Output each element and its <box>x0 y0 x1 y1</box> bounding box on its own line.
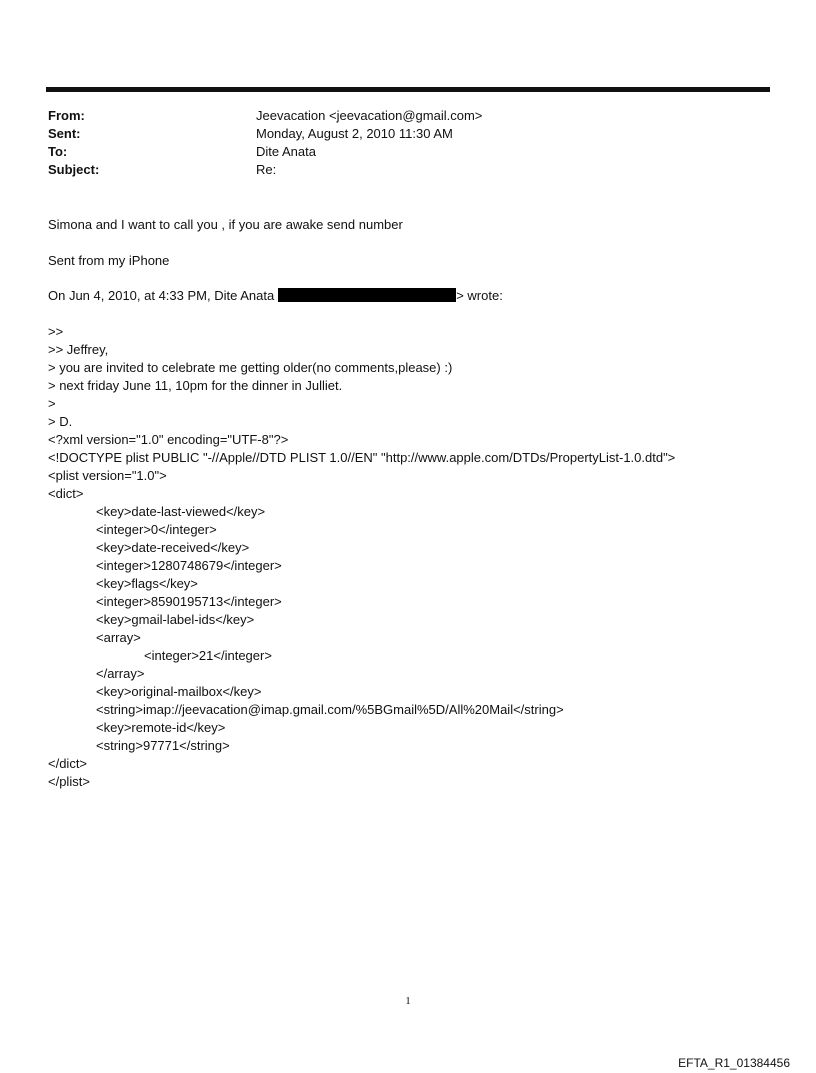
subject-row <box>48 161 482 179</box>
email-header <box>48 107 482 179</box>
header-rule <box>46 87 770 92</box>
quote-intro-after: > wrote: <box>456 288 503 303</box>
plist-line: <string>imap://jeevacation@imap.gmail.com/%5BGmail%5D/All%20Mail</string> <box>96 702 564 717</box>
plist-line: <?xml version="1.0" encoding="UTF-8"?> <box>48 432 289 447</box>
quoted-line: >> <box>48 324 64 339</box>
plist-line: <key>date-received</key> <box>96 540 250 555</box>
plist-line: <dict> <box>48 486 84 501</box>
quoted-line: > next friday June 11, 10pm for the dinner in Julliet. <box>48 378 343 393</box>
subject-label: Subject: <box>48 162 100 177</box>
plist-line: <integer>8590195713</integer> <box>96 594 282 609</box>
plist-line: <!DOCTYPE plist PUBLIC "-//Apple//DTD PLIST 1.0//EN" "http://www.apple.com/DTDs/PropertyList-1.0.dtd"> <box>48 450 676 465</box>
plist-line: </array> <box>96 666 145 681</box>
plist-block <box>48 431 675 791</box>
message-text: Simona and I want to call you , if you are awake send number <box>48 217 403 232</box>
bates-number: EFTA_R1_01384456 <box>678 1056 790 1070</box>
sent-row <box>48 125 482 143</box>
quoted-line: > <box>48 396 56 411</box>
to-label: To: <box>48 144 68 159</box>
quote-intro <box>48 287 503 305</box>
plist-line: <integer>1280748679</integer> <box>96 558 282 573</box>
subject-value: Re: <box>256 162 277 177</box>
redaction-box <box>278 288 456 302</box>
quoted-line: >> Jeffrey, <box>48 342 109 357</box>
plist-line: <key>flags</key> <box>96 576 198 591</box>
plist-line: <plist version="1.0"> <box>48 468 167 483</box>
quoted-line: > you are invited to celebrate me getting older(no comments,please) :) <box>48 360 453 375</box>
plist-line: <key>date-last-viewed</key> <box>96 504 266 519</box>
plist-line: </plist> <box>48 774 90 789</box>
from-value: Jeevacation <jeevacation@gmail.com> <box>256 108 483 123</box>
to-row <box>48 143 482 161</box>
plist-line: <key>original-mailbox</key> <box>96 684 262 699</box>
signature-text: Sent from my iPhone <box>48 253 170 268</box>
plist-line: <integer>21</integer> <box>144 648 272 663</box>
plist-line: <array> <box>96 630 141 645</box>
page-number: 1 <box>405 995 411 1007</box>
message-body <box>48 323 675 791</box>
plist-line: </dict> <box>48 756 88 771</box>
sent-label: Sent: <box>48 126 81 141</box>
from-row <box>48 107 482 125</box>
plist-line: <string>97771</string> <box>96 738 230 753</box>
quoted-line: > D. <box>48 414 73 429</box>
to-value: Dite Anata <box>256 144 316 159</box>
from-label: From: <box>48 108 85 123</box>
plist-line: <key>gmail-label-ids</key> <box>96 612 255 627</box>
quote-intro-before: On Jun 4, 2010, at 4:33 PM, Dite Anata <box>48 288 275 303</box>
plist-line: <key>remote-id</key> <box>96 720 226 735</box>
plist-line: <integer>0</integer> <box>96 522 217 537</box>
sent-value: Monday, August 2, 2010 11:30 AM <box>256 126 453 141</box>
